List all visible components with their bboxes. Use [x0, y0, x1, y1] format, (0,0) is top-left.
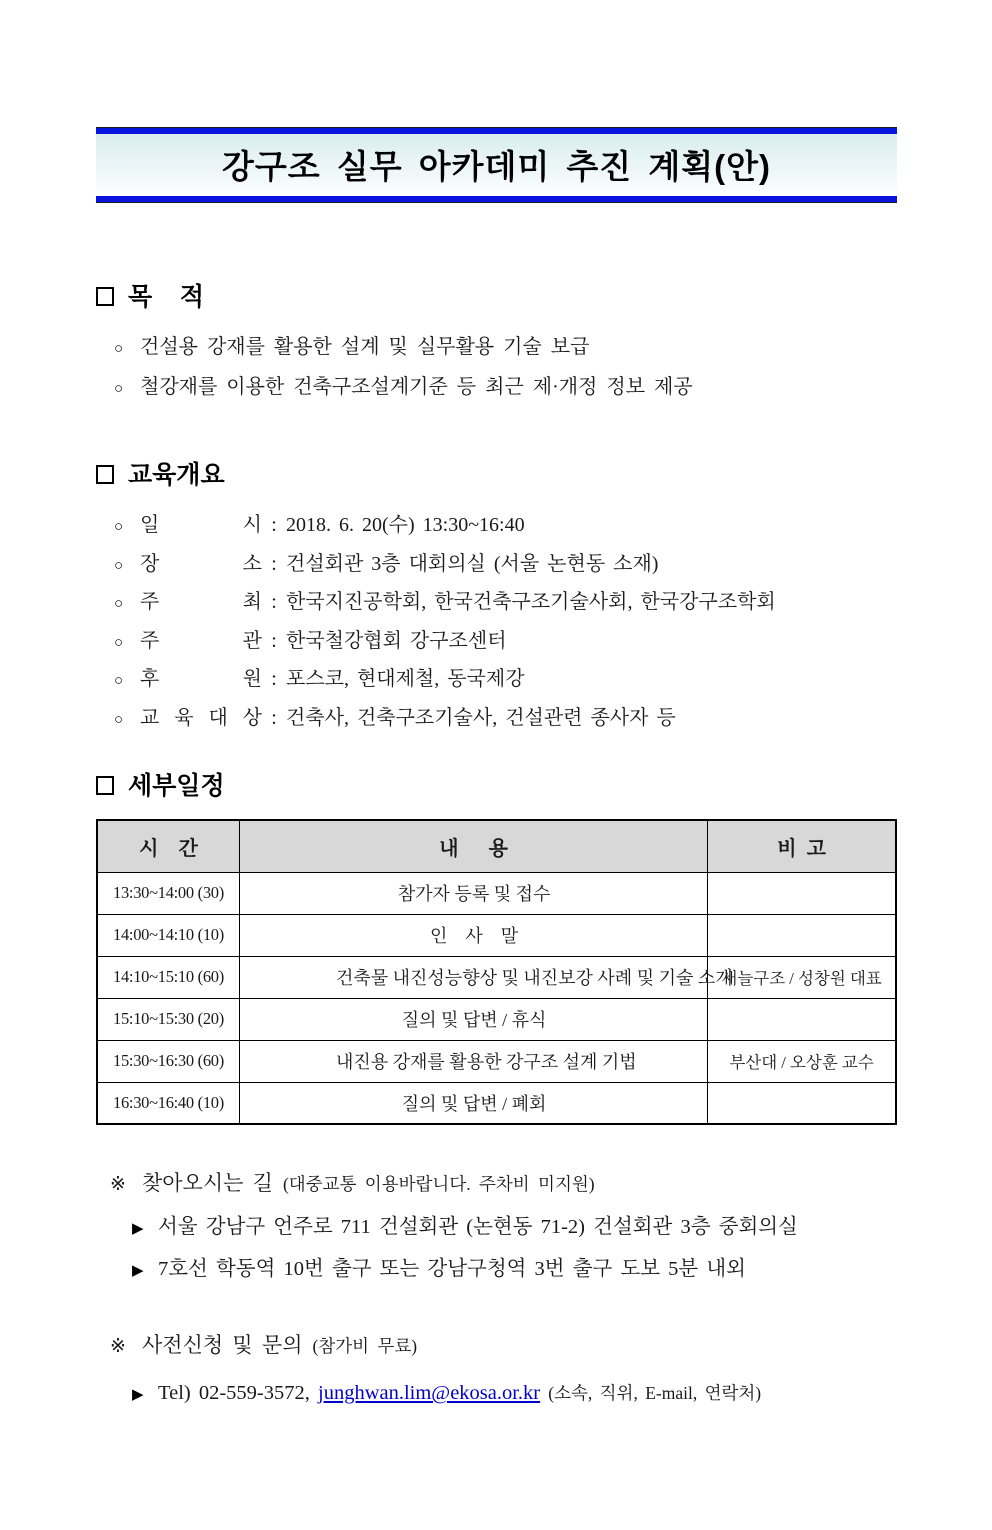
- overview-item-value: 포스코, 현대제철, 동국제강: [286, 668, 525, 690]
- table-row: [97, 1082, 896, 1124]
- overview-item-label: 후 원: [140, 668, 262, 690]
- overview-list: [96, 507, 897, 738]
- circle-bullet-icon: ○: [114, 519, 124, 535]
- section-purpose: [96, 277, 897, 408]
- purpose-heading-label: 목 적: [128, 283, 205, 311]
- purpose-heading: [96, 277, 897, 313]
- section-directions: [96, 1167, 897, 1291]
- list-item: [96, 1373, 897, 1415]
- overview-item-label: 일 시: [140, 514, 262, 536]
- purpose-item-text: 철강재를 이용한 건축구조설계기준 등 최근 제·개정 정보 제공: [140, 376, 693, 398]
- table-header-row: [97, 820, 896, 872]
- schedule-heading-label: 세부일정: [128, 772, 225, 800]
- circle-bullet-icon: ○: [114, 341, 124, 357]
- directions-list: [96, 1207, 897, 1291]
- document-page: [0, 127, 992, 1530]
- circle-bullet-icon: ○: [114, 673, 124, 689]
- colon-separator: :: [271, 706, 277, 729]
- list-item: [96, 584, 897, 623]
- reference-mark-icon: ※: [110, 1174, 126, 1195]
- section-contact: [96, 1329, 897, 1415]
- overview-item-label: 주 최: [140, 591, 262, 613]
- overview-item-value: 건설회관 3층 대회의실 (서울 논현동 소재): [286, 552, 659, 575]
- triangle-bullet-icon: ▶: [132, 1263, 144, 1279]
- overview-item-label: 장 소: [140, 552, 262, 575]
- cell-time: 14:10~15:10 (60): [97, 956, 239, 998]
- cell-content: 인 사 말: [239, 914, 707, 956]
- purpose-item-text: 건설용 강재를 활용한 설계 및 실무활용 기술 보급: [140, 336, 590, 358]
- contact-text: [158, 1373, 761, 1413]
- circle-bullet-icon: ○: [114, 634, 124, 651]
- circle-bullet-icon: ○: [114, 381, 124, 397]
- overview-item-label: 주 관: [140, 629, 262, 652]
- contact-line: [96, 1373, 897, 1415]
- overview-item-value: 2018. 6. 20(수) 13:30~16:40: [286, 514, 525, 536]
- directions-heading-note: (대중교통 이용바랍니다. 주차비 미지원): [282, 1174, 595, 1194]
- list-item: [96, 661, 897, 700]
- purpose-list: [96, 328, 897, 408]
- contact-heading: [96, 1329, 897, 1359]
- table-row: [97, 872, 896, 914]
- section-overview: [96, 455, 897, 738]
- triangle-bullet-icon: ▶: [132, 1221, 144, 1237]
- title-banner: [96, 127, 897, 203]
- cell-remark: [708, 872, 896, 914]
- cell-content: 내진용 강재를 활용한 강구조 설계 기법: [239, 1040, 707, 1082]
- cell-time: 13:30~14:00 (30): [97, 872, 239, 914]
- cell-remark: 부산대 / 오상훈 교수: [708, 1040, 896, 1082]
- directions-item-text: 서울 강남구 언주로 711 건설회관 (논현동 71-2) 건설회관 3층 중회의실: [158, 1216, 798, 1238]
- cell-content: 참가자 등록 및 접수: [239, 872, 707, 914]
- overview-heading-label: 교육개요: [128, 461, 225, 489]
- square-bullet-icon: [96, 465, 114, 484]
- overview-item-label: 교 육 대 상: [140, 706, 262, 729]
- table-row: [97, 998, 896, 1040]
- reference-mark-icon: ※: [110, 1336, 126, 1357]
- circle-bullet-icon: ○: [114, 557, 124, 574]
- cell-content: 질의 및 답변 / 휴식: [239, 998, 707, 1040]
- cell-remark: [708, 914, 896, 956]
- list-item: [96, 368, 897, 408]
- cell-remark: [708, 1082, 896, 1124]
- colon-separator: :: [271, 629, 277, 652]
- square-bullet-icon: [96, 287, 114, 306]
- list-item: [96, 507, 897, 546]
- tel-number: Tel) 02-559-3572,: [158, 1382, 310, 1404]
- overview-item-value: 한국철강협회 강구조센터: [286, 629, 507, 652]
- cell-remark: [708, 998, 896, 1040]
- colon-separator: :: [271, 591, 277, 613]
- list-item: [96, 623, 897, 662]
- triangle-bullet-icon: ▶: [132, 1387, 144, 1403]
- colon-separator: :: [271, 552, 277, 575]
- column-header-time: 시 간: [97, 820, 239, 872]
- email-link[interactable]: junghwan.lim@ekosa.or.kr: [318, 1382, 541, 1404]
- list-item: [96, 700, 897, 739]
- column-header-content: 내 용: [239, 820, 707, 872]
- page-title: 강구조 실무 아카데미 추진 계획(안): [222, 148, 771, 185]
- schedule-heading: [96, 766, 897, 802]
- cell-time: 15:10~15:30 (20): [97, 998, 239, 1040]
- cell-remark: 새늘구조 / 성창원 대표: [708, 956, 896, 998]
- list-item: [96, 1249, 897, 1291]
- table-row: [97, 1040, 896, 1082]
- colon-separator: :: [271, 668, 277, 690]
- list-item: [96, 546, 897, 585]
- overview-item-value: 한국지진공학회, 한국건축구조기술사회, 한국강구조학회: [286, 591, 776, 613]
- table-row: [97, 956, 896, 998]
- list-item: [96, 1207, 897, 1249]
- overview-heading: [96, 455, 897, 491]
- directions-item-text: 7호선 학동역 10번 출구 또는 강남구청역 3번 출구 도보 5분 내외: [158, 1258, 746, 1280]
- circle-bullet-icon: ○: [114, 711, 124, 728]
- cell-content: 질의 및 답변 / 폐회: [239, 1082, 707, 1124]
- directions-heading-label: 찾아오시는 길: [142, 1171, 273, 1195]
- colon-separator: :: [271, 514, 277, 536]
- square-bullet-icon: [96, 776, 114, 795]
- cell-content: 건축물 내진성능향상 및 내진보강 사례 및 기술 소개: [239, 956, 707, 998]
- schedule-table: [96, 819, 897, 1125]
- contact-suffix: (소속, 직위, E-mail, 연락처): [548, 1383, 762, 1403]
- cell-time: 16:30~16:40 (10): [97, 1082, 239, 1124]
- table-row: [97, 914, 896, 956]
- list-item: [96, 328, 897, 368]
- circle-bullet-icon: ○: [114, 596, 124, 612]
- section-schedule: [96, 766, 897, 1125]
- overview-item-value: 건축사, 건축구조기술사, 건설관련 종사자 등: [286, 706, 676, 729]
- contact-heading-note: (참가비 무료): [312, 1336, 418, 1356]
- contact-heading-label: 사전신청 및 문의: [142, 1333, 303, 1357]
- cell-time: 15:30~16:30 (60): [97, 1040, 239, 1082]
- cell-time: 14:00~14:10 (10): [97, 914, 239, 956]
- column-header-remark: 비 고: [708, 820, 896, 872]
- directions-heading: [96, 1167, 897, 1197]
